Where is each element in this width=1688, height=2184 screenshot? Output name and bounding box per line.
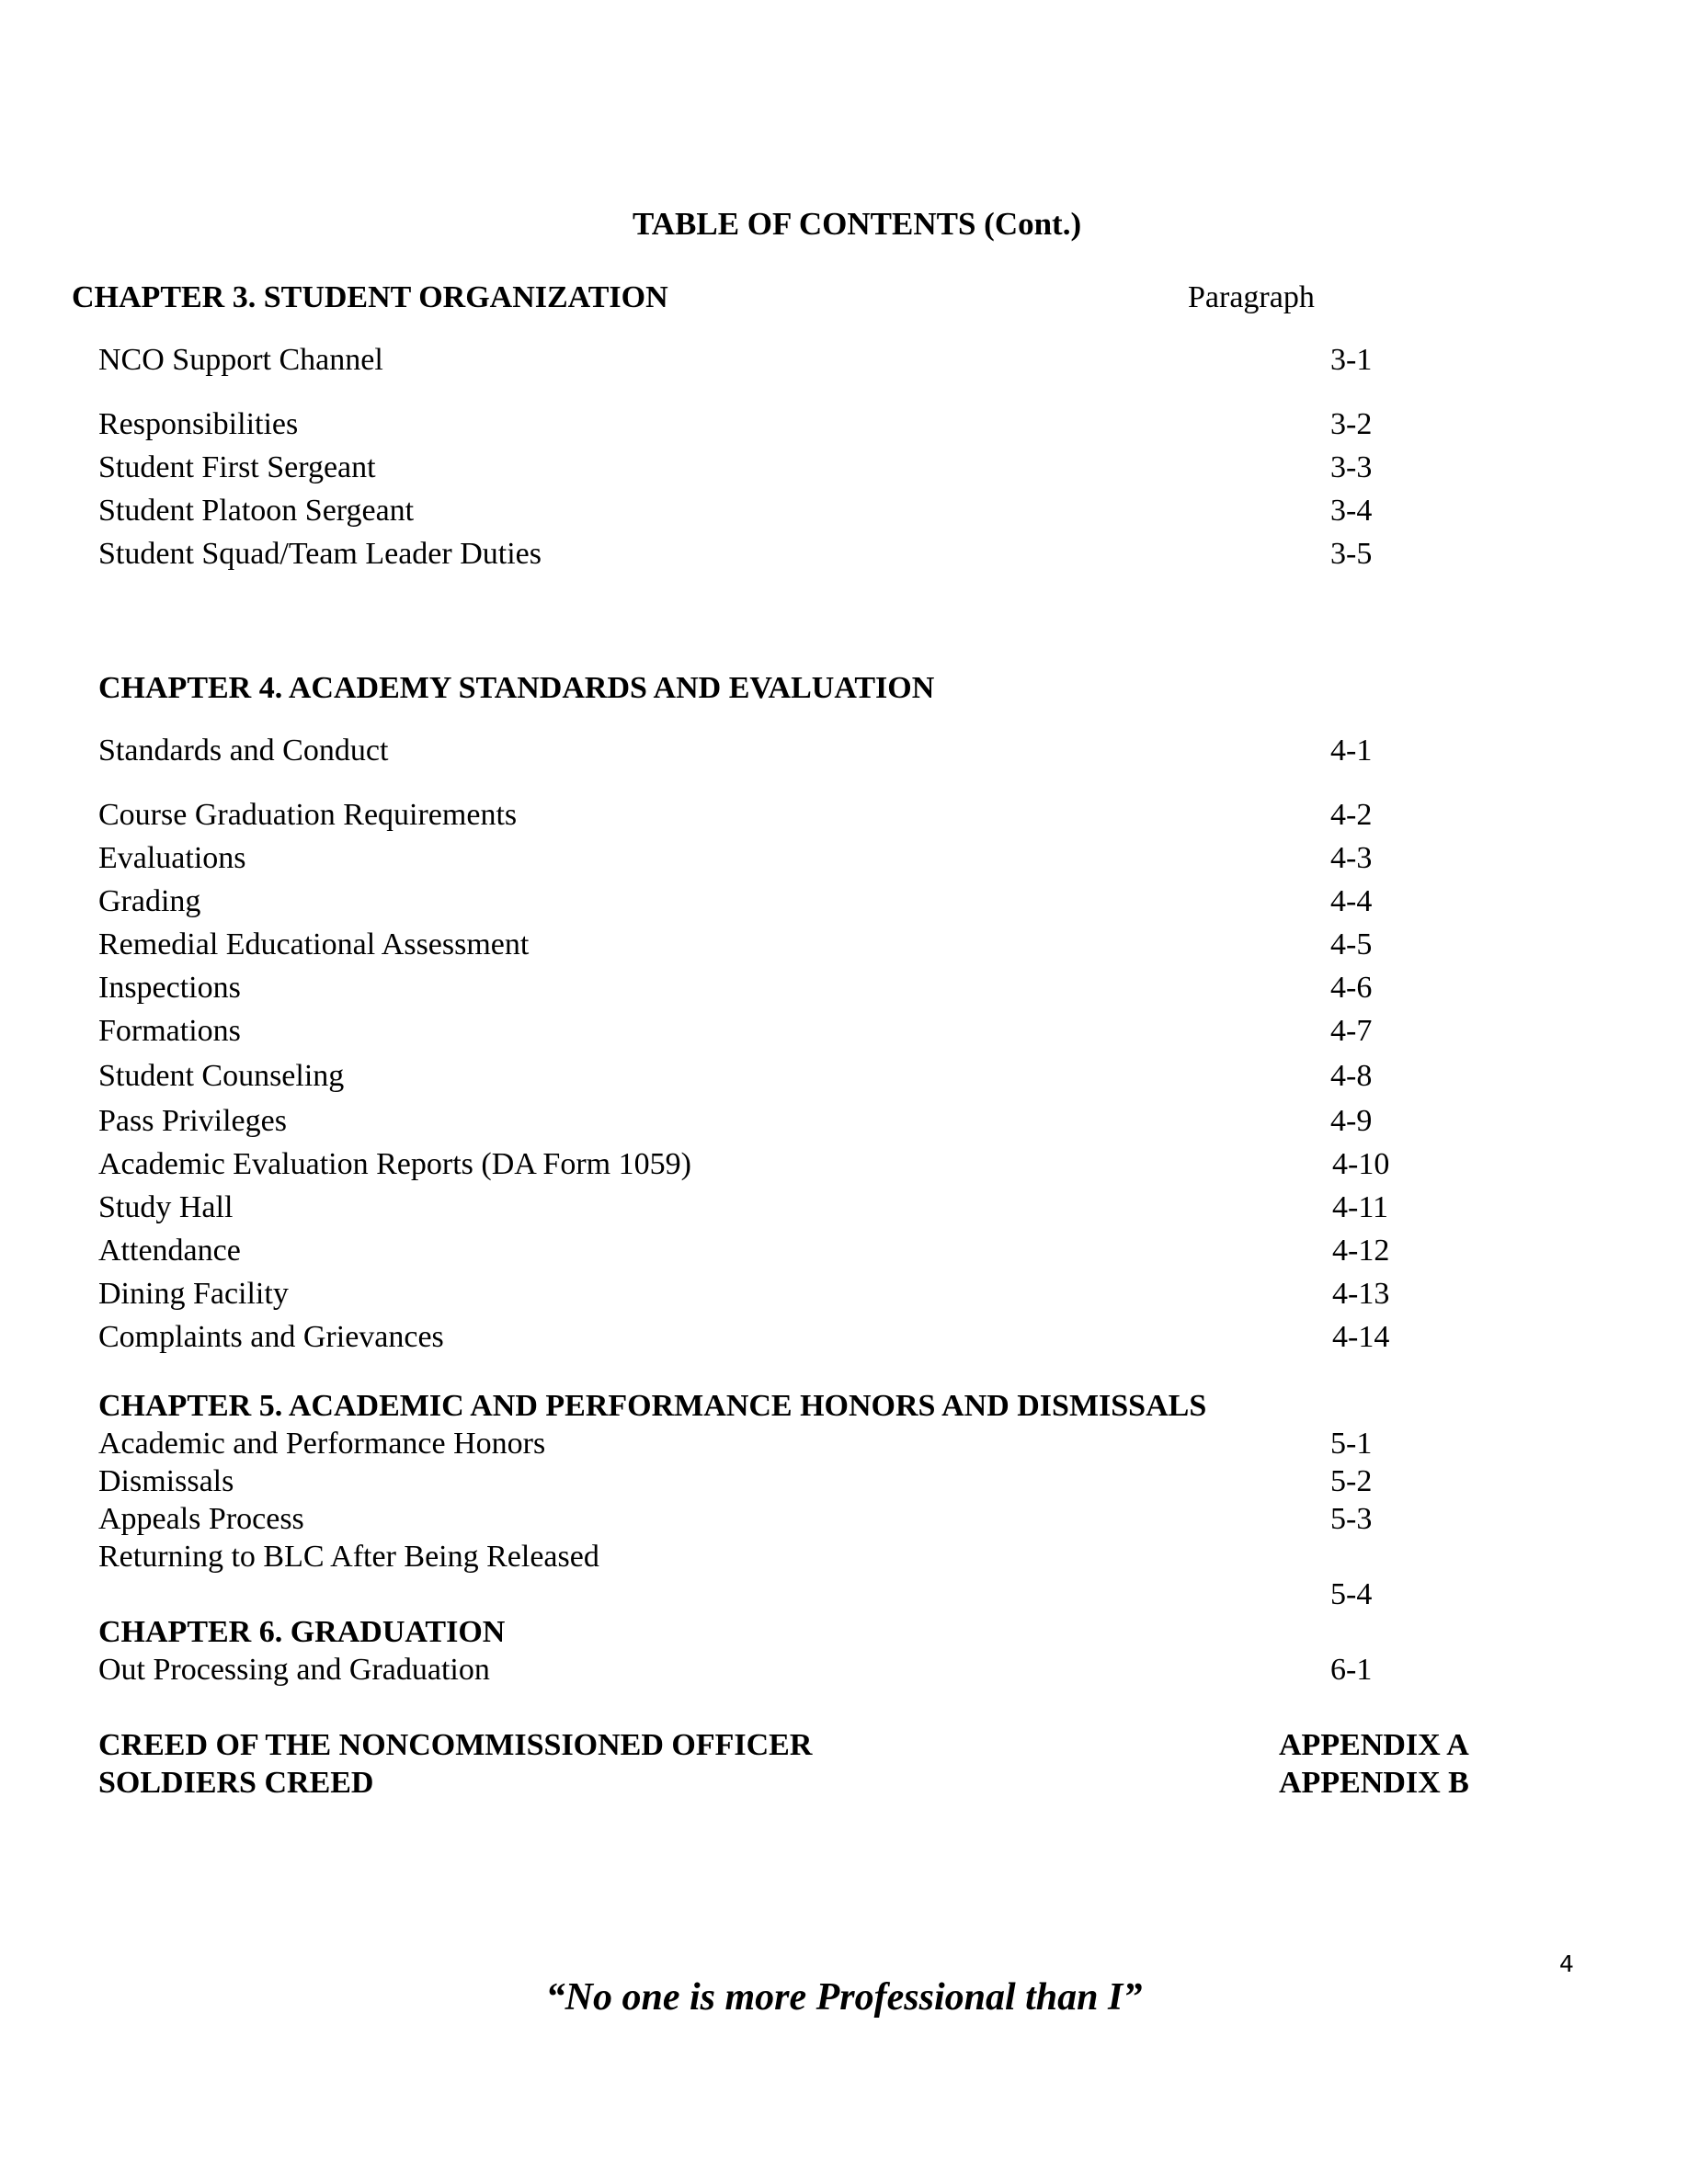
toc-entry-label[interactable]: Standards and Conduct: [98, 734, 389, 768]
toc-entry-label[interactable]: Complaints and Grievances: [98, 1320, 444, 1354]
toc-entry-label[interactable]: Academic Evaluation Reports (DA Form 1059): [98, 1147, 691, 1181]
toc-entry-ref[interactable]: 4-7: [1330, 1014, 1373, 1048]
toc-entry-ref[interactable]: 4-14: [1332, 1320, 1390, 1354]
toc-entry-label[interactable]: Dining Facility: [98, 1277, 289, 1311]
toc-entry-ref[interactable]: 3-3: [1330, 450, 1373, 484]
toc-entry-label[interactable]: Formations: [98, 1014, 241, 1048]
toc-entry-label[interactable]: Remedial Educational Assessment: [98, 927, 530, 961]
toc-entry-label[interactable]: Responsibilities: [98, 407, 299, 441]
toc-entry-ref[interactable]: 4-9: [1330, 1104, 1373, 1138]
toc-entry-label[interactable]: Attendance: [98, 1234, 241, 1268]
page-title: TABLE OF CONTENTS (Cont.): [633, 206, 1082, 242]
toc-entry-ref[interactable]: 4-5: [1330, 927, 1373, 961]
toc-entry-label[interactable]: Student Counseling: [98, 1059, 345, 1093]
toc-entry-ref[interactable]: 3-1: [1330, 343, 1373, 377]
toc-entry-ref[interactable]: 4-3: [1330, 841, 1373, 875]
toc-entry-ref[interactable]: 3-2: [1330, 407, 1373, 441]
chapter-5-heading: CHAPTER 5. ACADEMIC AND PERFORMANCE HONORS AND DISMISSALS: [98, 1389, 1207, 1423]
toc-entry-ref[interactable]: 3-5: [1330, 537, 1373, 571]
toc-entry-label[interactable]: Study Hall: [98, 1190, 234, 1224]
chapter-6-heading: CHAPTER 6. GRADUATION: [98, 1615, 506, 1649]
toc-entry-label[interactable]: Student Squad/Team Leader Duties: [98, 537, 542, 571]
toc-entry-label[interactable]: Student Platoon Sergeant: [98, 494, 415, 528]
toc-entry-label[interactable]: Dismissals: [98, 1464, 234, 1498]
toc-entry-label[interactable]: Grading: [98, 884, 201, 918]
toc-entry-ref[interactable]: 4-1: [1330, 734, 1373, 768]
toc-entry-label[interactable]: Course Graduation Requirements: [98, 798, 518, 832]
toc-entry-label[interactable]: NCO Support Channel: [98, 343, 383, 377]
toc-entry-label[interactable]: Student First Sergeant: [98, 450, 376, 484]
toc-entry-ref[interactable]: 6-1: [1330, 1653, 1373, 1687]
toc-entry-ref[interactable]: 4-13: [1332, 1277, 1390, 1311]
appendix-entry-ref[interactable]: APPENDIX B: [1279, 1766, 1469, 1800]
appendix-entry-ref[interactable]: APPENDIX A: [1279, 1728, 1469, 1762]
toc-entry-ref[interactable]: 5-4: [1330, 1577, 1373, 1611]
toc-entry-label[interactable]: Appeals Process: [98, 1502, 304, 1536]
appendix-entry-label[interactable]: CREED OF THE NONCOMMISSIONED OFFICER: [98, 1728, 813, 1762]
toc-entry-ref[interactable]: 4-10: [1332, 1147, 1390, 1181]
toc-entry-ref[interactable]: 4-11: [1332, 1190, 1389, 1224]
toc-entry-label[interactable]: Inspections: [98, 971, 241, 1005]
toc-entry-ref[interactable]: 4-8: [1330, 1059, 1373, 1093]
footer-quote: “No one is more Professional than I”: [545, 1976, 1143, 2019]
toc-entry-ref[interactable]: 4-6: [1330, 971, 1373, 1005]
toc-entry-label[interactable]: Evaluations: [98, 841, 246, 875]
toc-entry-ref[interactable]: 5-1: [1330, 1427, 1373, 1461]
toc-entry-ref[interactable]: 3-4: [1330, 494, 1373, 528]
toc-entry-ref[interactable]: 5-2: [1330, 1464, 1373, 1498]
toc-entry-label[interactable]: Academic and Performance Honors: [98, 1427, 546, 1461]
toc-entry-ref[interactable]: 4-12: [1332, 1234, 1390, 1268]
paragraph-column-header: Paragraph: [1188, 280, 1315, 314]
toc-entry-ref[interactable]: 4-4: [1330, 884, 1373, 918]
appendix-entry-label[interactable]: SOLDIERS CREED: [98, 1766, 374, 1800]
page-number: 4: [1559, 1951, 1574, 1977]
toc-entry-label[interactable]: Out Processing and Graduation: [98, 1653, 490, 1687]
chapter-4-heading: CHAPTER 4. ACADEMY STANDARDS AND EVALUATION: [98, 671, 935, 705]
toc-entry-label[interactable]: Pass Privileges: [98, 1104, 287, 1138]
toc-entry-label[interactable]: Returning to BLC After Being Released: [98, 1540, 599, 1574]
toc-entry-ref[interactable]: 5-3: [1330, 1502, 1373, 1536]
chapter-3-heading: CHAPTER 3. STUDENT ORGANIZATION: [72, 280, 668, 314]
toc-entry-ref[interactable]: 4-2: [1330, 798, 1373, 832]
